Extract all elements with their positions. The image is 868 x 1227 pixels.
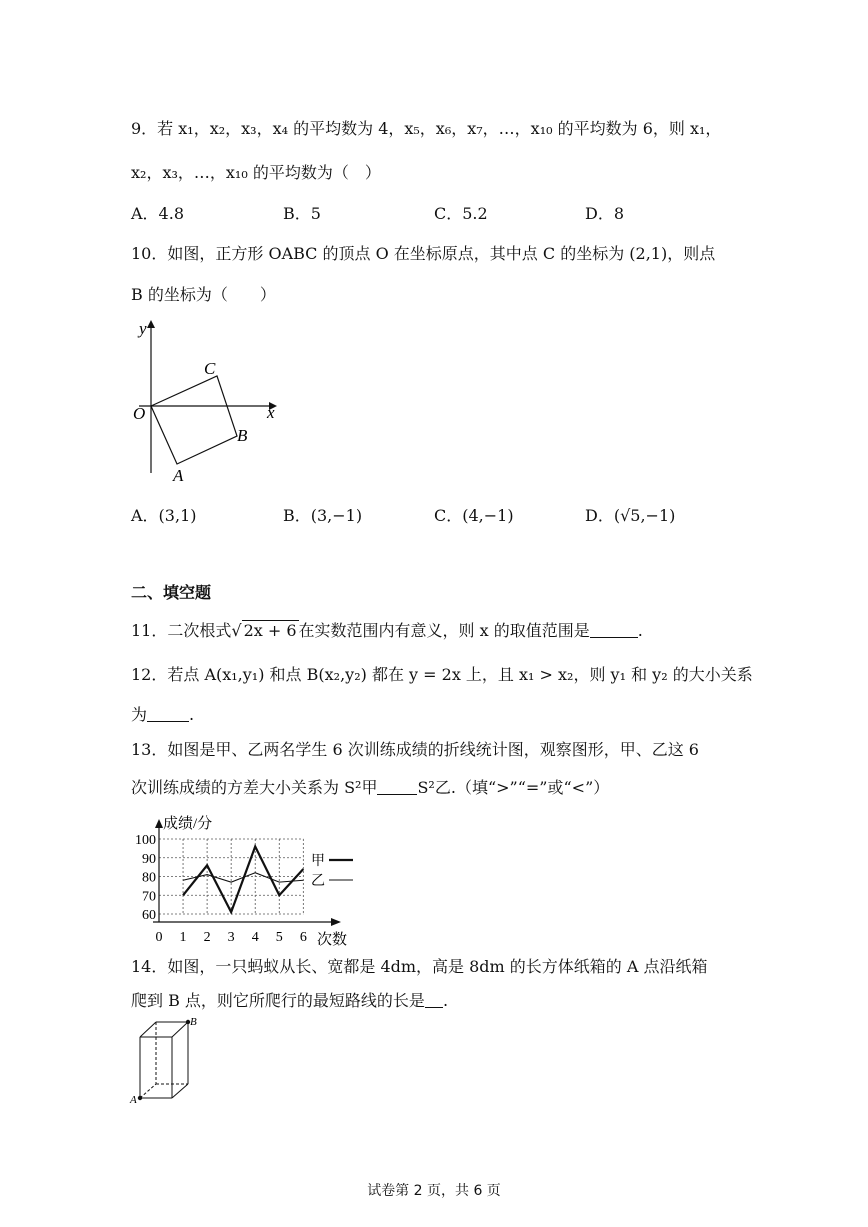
q10-line2: B 的坐标为（ ） (131, 285, 276, 304)
fig10-label-c: C (204, 359, 216, 378)
q11-line: 11．二次根式√ 2x + 6 在实数范围内有意义，则 x 的取值范围是 . (131, 621, 643, 640)
q9-option-b: B．5 (283, 204, 321, 223)
y-tick-label: 60 (142, 908, 156, 923)
q10-option-d: D．(√5,−1) (585, 506, 676, 525)
q9-line2: x₂，x₃，…，x₁₀ 的平均数为（ ） (131, 163, 381, 182)
q12-line2 (131, 704, 194, 726)
q12-line2-pre: 为 (131, 705, 148, 724)
q13-line-chart (125, 812, 365, 947)
legend-label-2: 乙 (311, 874, 325, 889)
y-tick-label: 70 (142, 889, 156, 905)
x-axis-arrow (331, 918, 341, 926)
q9-line1: 9．若 x₁，x₂，x₃，x₄ 的平均数为 4，x₅，x₆，x₇，…，x₁₀ 的平均数为 6，则 x₁， (131, 119, 722, 138)
x-tick-label: 0 (155, 930, 163, 945)
series-line-1 (183, 847, 303, 913)
x-tick-label: 4 (251, 930, 259, 945)
q11-post: 在实数范围内有意义，则 x 的取值范围是 (298, 621, 590, 640)
q12-answer-blank[interactable] (147, 705, 189, 722)
section-heading-fill-blank: 二、填空题 (131, 583, 212, 602)
fig14-label-b: B (190, 1016, 197, 1028)
q13-answer-blank[interactable] (377, 778, 417, 795)
q11-answer-blank[interactable] (590, 621, 638, 638)
x-tick-label: 6 (299, 930, 307, 945)
q10-option-b: B．(3,−1) (283, 506, 363, 525)
q13-line1: 13．如图是甲、乙两名学生 6 次训练成绩的折线统计图，观察图形，甲、乙这 6 (131, 740, 699, 759)
q13-line2-mid: S²乙 (417, 778, 451, 797)
x-axis-label: 次数 (317, 932, 348, 948)
fig10-label-o: O (133, 404, 146, 423)
q10-option-a: A．(3,1) (131, 506, 197, 525)
y-axis-arrow (155, 819, 163, 828)
q13-line2 (131, 777, 609, 799)
q11-pre: 11．二次根式 (131, 621, 232, 640)
q13-line2-post: .（填“>”“=”或“<”） (450, 778, 610, 797)
q12-line2-end: . (189, 705, 195, 724)
q14-line2-text: 爬到 B 点，则它所爬行的最短路线的长是 (131, 991, 425, 1010)
y-tick-label: 100 (135, 833, 156, 848)
q14-answer-blank[interactable] (425, 991, 443, 1008)
q10-square-figure (125, 318, 295, 488)
q11-end: . (637, 621, 643, 640)
x-tick-label: 5 (275, 930, 283, 945)
q14-line2-end: . (442, 991, 449, 1010)
q12-line1: 12．若点 A(x₁,y₁) 和点 B(x₂,y₂) 都在 y = 2x 上，且 x₁ > x₂，则 y₁ 和 y₂ 的大小关系 (131, 665, 753, 684)
q9-option-c: C．5.2 (434, 204, 488, 223)
q9-option-a: A．4.8 (131, 204, 185, 223)
q11-radicand: 2x + 6 (243, 621, 297, 640)
y-tick-label: 90 (142, 851, 156, 867)
fig10-label-b: B (237, 426, 248, 445)
x-tick-label: 1 (179, 930, 187, 945)
fig10-label-y: y (139, 319, 147, 338)
fig10-label-x: x (267, 403, 275, 422)
y-tick-label: 80 (142, 870, 156, 886)
y-axis-label: 成绩/分 (163, 816, 213, 832)
q10-line1: 10．如图，正方形 OABC 的顶点 O 在坐标原点，其中点 C 的坐标为 (2,1)，则点 (131, 244, 716, 263)
legend-label-1: 甲 (311, 854, 325, 869)
q14-line1: 14．如图，一只蚂蚁从长、宽都是 4dm，高是 8dm 的长方体纸箱的 A 点沿纸箱 (131, 957, 708, 976)
q14-line2 (131, 990, 448, 1012)
q10-option-c: C．(4,−1) (434, 506, 514, 525)
x-tick-label: 2 (203, 930, 211, 945)
page-footer: 试卷第 2 页，共 6 页 (367, 1183, 501, 1199)
fig10-label-a: A (173, 466, 184, 485)
q9-option-d: D．8 (585, 204, 625, 223)
q13-line2-pre: 次训练成绩的方差大小关系为 S²甲 (131, 778, 378, 797)
x-tick-label: 3 (227, 930, 235, 945)
q14-box-figure (128, 1012, 208, 1107)
fig14-label-a: A (130, 1094, 137, 1106)
